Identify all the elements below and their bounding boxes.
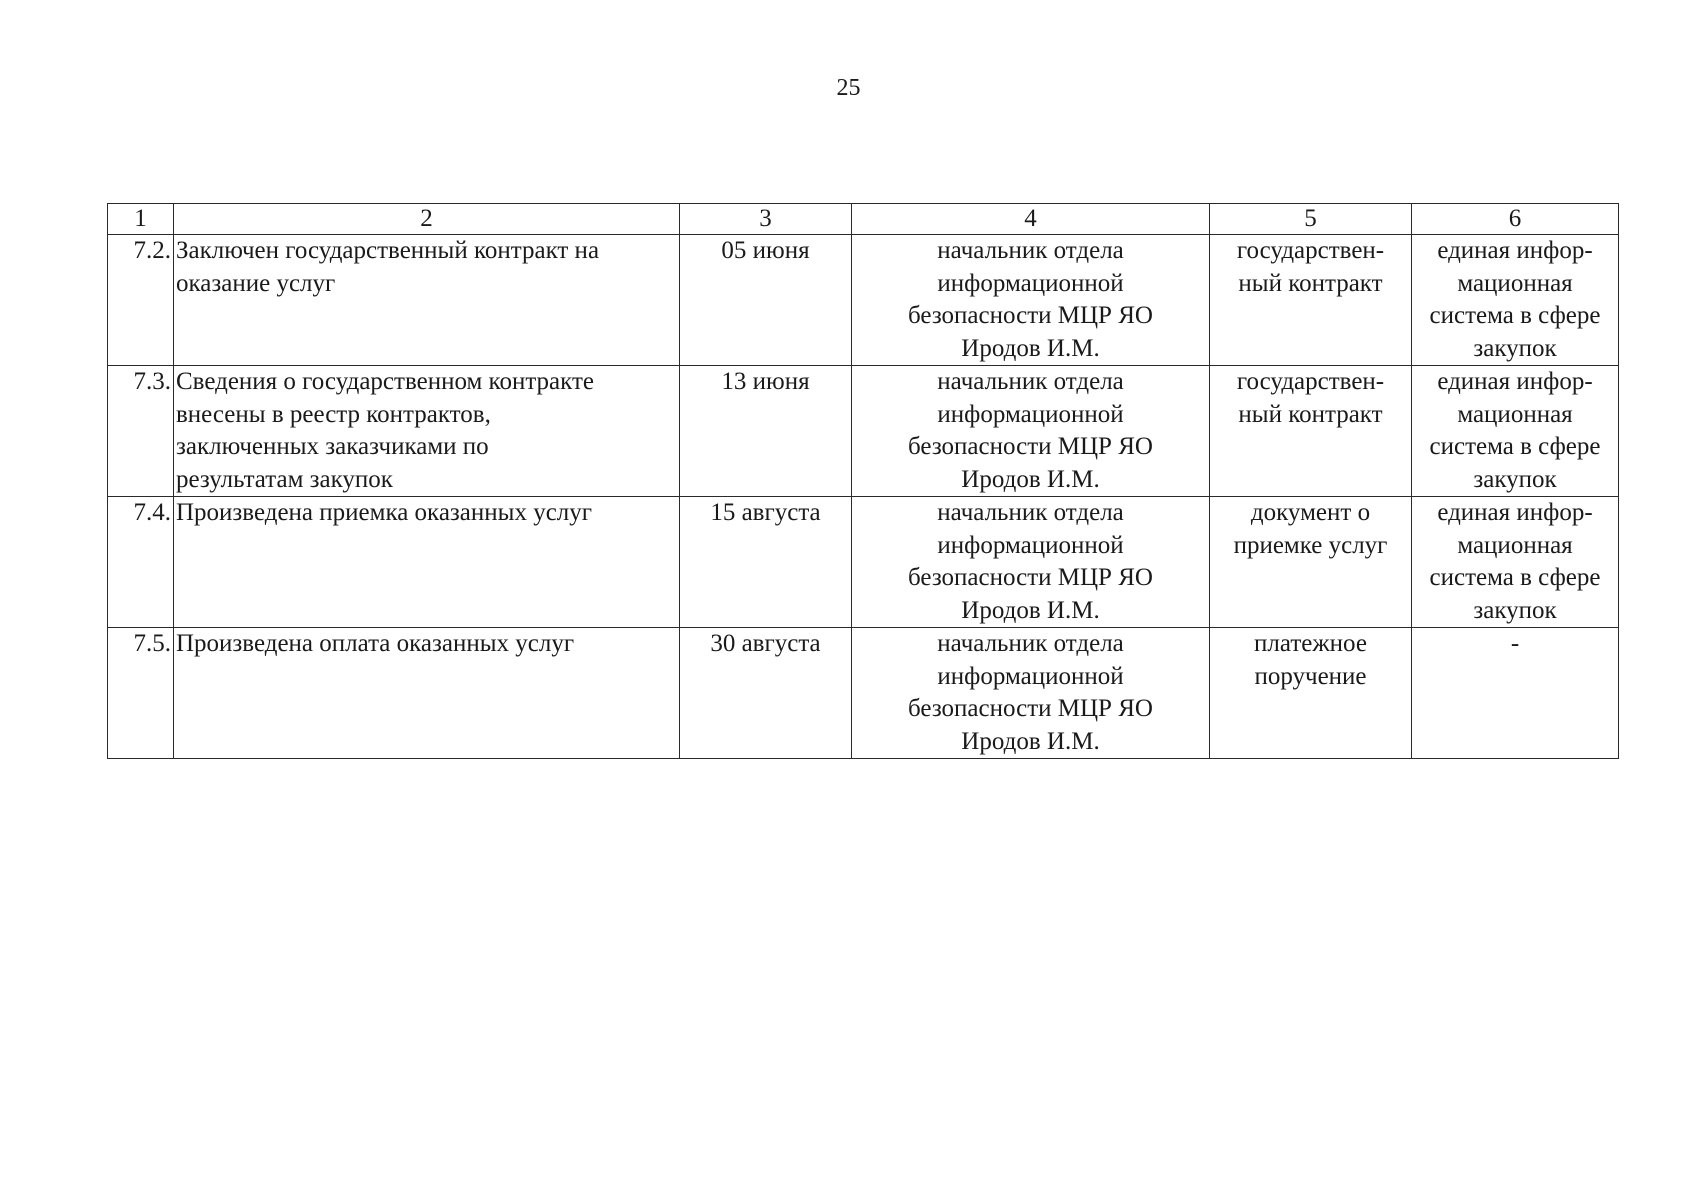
responsible-line: безопасности МЦР ЯО (908, 695, 1153, 722)
system-line: закупок (1473, 465, 1557, 493)
date-cell: 05 июня (680, 235, 852, 366)
event-cell (174, 497, 680, 628)
responsible-line: информационной (937, 662, 1124, 690)
document-line: ный контракт (1238, 269, 1383, 297)
responsible-line: информационной (937, 531, 1124, 559)
document-line: ный контракт (1238, 400, 1383, 428)
responsible-line: начальник отдела (937, 237, 1124, 264)
responsible-line: начальник отдела (937, 630, 1124, 657)
responsible-line: безопасности МЦР ЯО (908, 302, 1153, 329)
table-row (108, 497, 1619, 628)
responsible-line: безопасности МЦР ЯО (908, 433, 1153, 460)
header-cell: 1 (108, 204, 174, 235)
header-cell: 4 (852, 204, 1210, 235)
system-line: единая инфор- (1437, 237, 1593, 264)
system-cell (1412, 497, 1619, 628)
table-header-row (108, 204, 1619, 235)
system-cell (1412, 235, 1619, 366)
date-cell: 13 июня (680, 366, 852, 497)
document-line: государствен- (1236, 237, 1385, 264)
event-line: внесены в реестр контрактов, (176, 400, 491, 428)
responsible-line: Иродов И.М. (961, 334, 1100, 362)
header-cell: 2 (174, 204, 680, 235)
plan-table (107, 203, 1619, 759)
event-cell (174, 235, 680, 366)
table-row (108, 628, 1619, 759)
system-cell (1412, 628, 1619, 759)
table-row (108, 235, 1619, 366)
event-line: оказание услуг (176, 269, 336, 297)
responsible-line: информационной (937, 269, 1124, 297)
date-cell: 15 августа (680, 497, 852, 628)
system-line: закупок (1473, 596, 1557, 624)
system-line: система в сфере (1429, 433, 1601, 460)
system-line: мационная (1457, 400, 1573, 428)
responsible-cell (852, 497, 1210, 628)
system-line: закупок (1473, 334, 1557, 362)
page-number: 25 (836, 75, 861, 101)
row-number: 7.4. (108, 497, 174, 628)
header-cell: 3 (680, 204, 852, 235)
system-line: единая инфор- (1437, 499, 1593, 526)
responsible-cell (852, 235, 1210, 366)
row-number: 7.2. (108, 235, 174, 366)
event-line: Сведения о государственном контракте (176, 368, 594, 395)
document-line: государствен- (1236, 368, 1385, 395)
table-row (108, 366, 1619, 497)
date-cell: 30 августа (680, 628, 852, 759)
system-line: система в сфере (1429, 564, 1601, 591)
event-line: Произведена оплата оказанных услуг (176, 630, 575, 657)
event-line: Заключен государственный контракт на (176, 237, 600, 264)
header-cell: 6 (1412, 204, 1619, 235)
document-cell (1210, 497, 1412, 628)
responsible-line: безопасности МЦР ЯО (908, 564, 1153, 591)
event-line: Произведена приемка оказанных услуг (176, 499, 593, 526)
document-line: документ о (1250, 499, 1371, 526)
responsible-cell (852, 366, 1210, 497)
document-cell (1210, 366, 1412, 497)
document-cell (1210, 235, 1412, 366)
document-line: платежное (1254, 630, 1367, 657)
system-line: система в сфере (1429, 302, 1601, 329)
system-line: единая инфор- (1437, 368, 1593, 395)
responsible-line: информационной (937, 400, 1124, 428)
responsible-cell (852, 628, 1210, 759)
responsible-line: Иродов И.М. (961, 727, 1100, 755)
system-line: мационная (1457, 531, 1573, 559)
system-line: мационная (1457, 269, 1573, 297)
system-cell (1412, 366, 1619, 497)
responsible-line: начальник отдела (937, 368, 1124, 395)
document-line: приемке услуг (1233, 531, 1388, 559)
row-number: 7.5. (108, 628, 174, 759)
document-line: поручение (1254, 662, 1367, 690)
header-cell: 5 (1210, 204, 1412, 235)
event-cell (174, 366, 680, 497)
document-cell (1210, 628, 1412, 759)
row-number: 7.3. (108, 366, 174, 497)
event-line: заключенных заказчиками по (176, 433, 489, 460)
system-line: - (1510, 630, 1520, 657)
responsible-line: начальник отдела (937, 499, 1124, 526)
responsible-line: Иродов И.М. (961, 465, 1100, 493)
responsible-line: Иродов И.М. (961, 596, 1100, 624)
event-line: результатам закупок (176, 465, 393, 493)
event-cell (174, 628, 680, 759)
